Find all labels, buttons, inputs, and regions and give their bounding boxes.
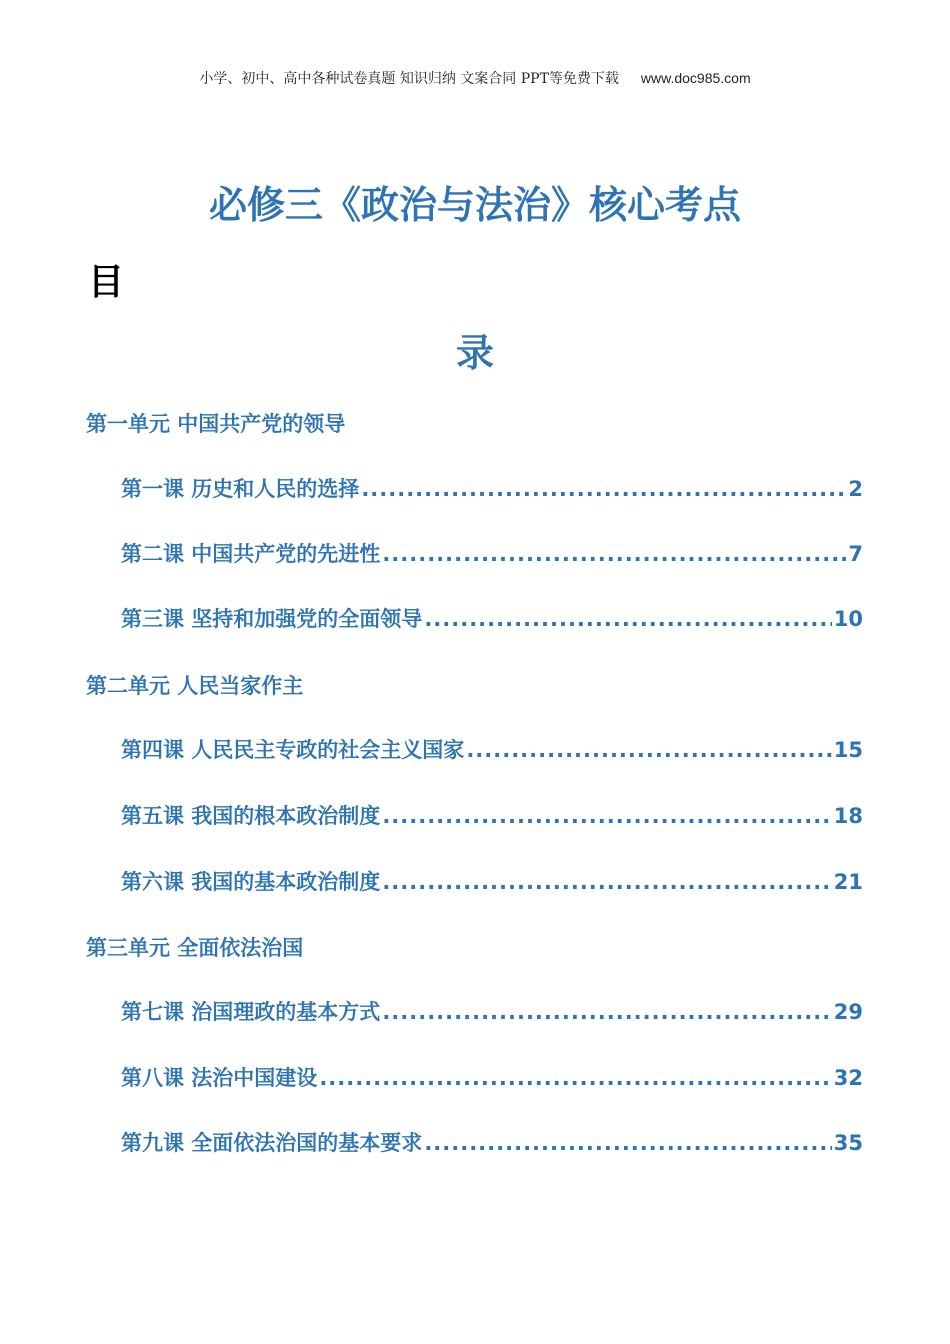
toc-entry-page: 32: [833, 1066, 863, 1090]
page-header: [0, 68, 950, 88]
toc-entry-label: 第一课 历史和人民的选择: [121, 477, 360, 501]
toc-dot-leader: [382, 870, 831, 894]
toc-dot-leader: [382, 1000, 831, 1024]
toc-entry[interactable]: [121, 996, 863, 1026]
toc-entry-page: 7: [848, 542, 863, 566]
toc-dot-leader: [319, 1066, 831, 1090]
toc-entry-label: 第二课 中国共产党的先进性: [121, 542, 381, 566]
toc-dot-leader: [361, 477, 846, 501]
toc-dot-leader: [382, 804, 831, 828]
toc-unit-3[interactable]: 第三单元 全面依法治国: [86, 936, 304, 960]
toc-entry-page: 2: [848, 477, 863, 501]
toc-entry-label: 第七课 治国理政的基本方式: [121, 1000, 381, 1024]
toc-entry-label: 第九课 全面依法治国的基本要求: [121, 1131, 423, 1155]
toc-entry-label: 第六课 我国的基本政治制度: [121, 870, 381, 894]
toc-dot-leader: [424, 607, 831, 631]
toc-entry[interactable]: [121, 538, 863, 568]
toc-heading-part1: 目: [88, 262, 125, 303]
header-url[interactable]: www.doc985.com: [640, 70, 751, 86]
toc-entry-page: 18: [833, 804, 863, 828]
toc-entry-page: 10: [833, 607, 863, 631]
toc-dot-leader: [382, 542, 846, 566]
toc-entry[interactable]: [121, 734, 863, 764]
toc-entry-page: 15: [833, 738, 863, 762]
toc-entry[interactable]: [121, 603, 863, 633]
toc-entry-label: 第三课 坚持和加强党的全面领导: [121, 607, 423, 631]
toc-entry-label: 第八课 法治中国建设: [121, 1066, 318, 1090]
document-title: 必修三《政治与法治》核心考点: [208, 183, 741, 227]
toc-dot-leader: [424, 1131, 831, 1155]
toc-entry[interactable]: [121, 473, 863, 503]
toc-entry-page: 35: [833, 1131, 863, 1155]
toc-entry-label: 第四课 人民民主专政的社会主义国家: [121, 738, 465, 762]
toc-unit-1[interactable]: 第一单元 中国共产党的领导: [86, 412, 346, 436]
toc-unit-2[interactable]: 第二单元 人民当家作主: [86, 674, 304, 698]
toc-entry[interactable]: [121, 1062, 863, 1092]
toc-entry[interactable]: [121, 1127, 863, 1157]
toc-entry-page: 29: [833, 1000, 863, 1024]
toc-entry-page: 21: [833, 870, 863, 894]
toc-heading-part2: 录: [455, 331, 494, 375]
toc-dot-leader: [466, 738, 831, 762]
header-text: 小学、初中、高中各种试卷真题 知识归纳 文案合同 PPT等免费下载: [199, 71, 619, 87]
toc-entry[interactable]: [121, 866, 863, 896]
toc-entry[interactable]: [121, 800, 863, 830]
toc-entry-label: 第五课 我国的根本政治制度: [121, 804, 381, 828]
